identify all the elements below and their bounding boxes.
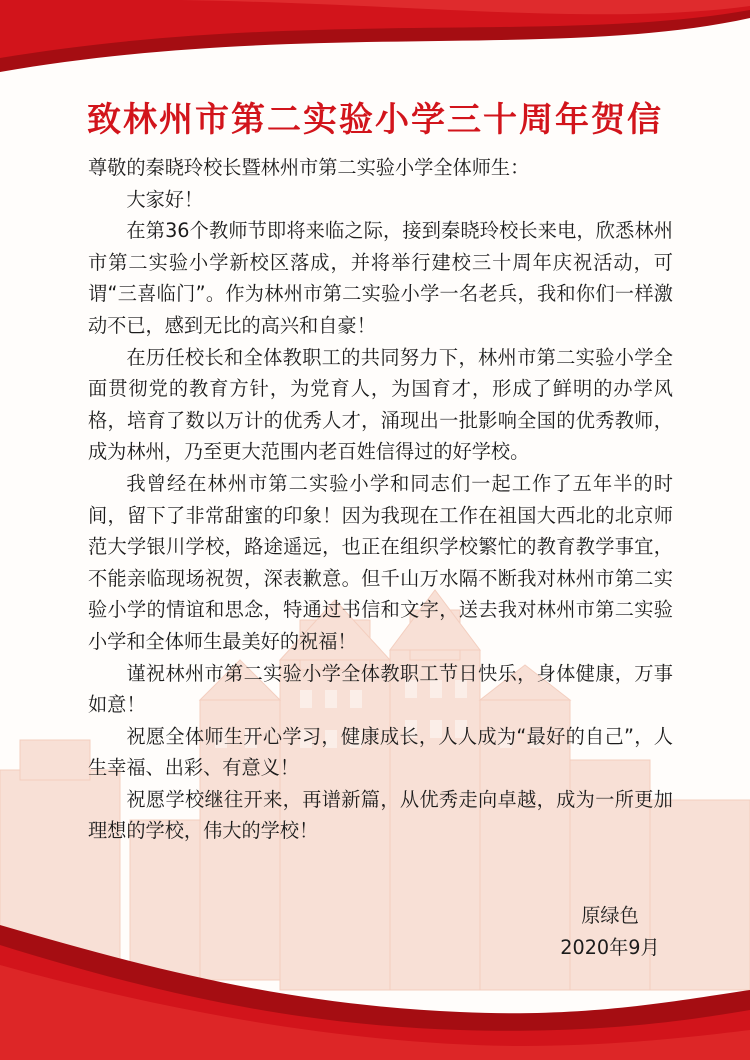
signature-date: 2020年9月	[560, 935, 660, 959]
top-ribbon	[0, 0, 750, 72]
paragraph-greeting: 大家好！	[126, 187, 204, 211]
letter-body	[88, 152, 673, 847]
paragraph-2: 在历任校长和全体教职工的共同努力下，林州市第二实验小学全面贯彻党的教育方针，为党育人，为国育才，形成了鲜明的办学风格，培育了数以万计的优秀人才，涌现出一批影响全国的优秀教师，成为林州，乃至更大范围内老百姓信得过的好学校。	[88, 345, 673, 464]
signature-name: 原绿色	[581, 904, 639, 927]
salutation: 尊敬的秦晓玲校长暨林州市第二实验小学全体师生：	[88, 156, 530, 179]
letter-title: 致林州市第二实验小学三十周年贺信	[87, 100, 663, 140]
signature-block	[540, 900, 680, 963]
paragraph-5: 祝愿全体师生开心学习，健康成长，人人成为“最好的自己”，人生幸福、出彩、有意义！	[88, 724, 673, 780]
paragraph-3: 我曾经在林州市第二实验小学和同志们一起工作了五年半的时间，留下了非常甜蜜的印象！因为我现在工作在祖国大西北的北京师范大学银川学校，路途遥远，也正在组织学校繁忙的教育教学事宜，不能亲临现场祝贺，深表歉意。但千山万水隔不断我对林州市第二实验小学的情谊和思念，特通过书信和文字，送去我对林州市第二实验小学和全体师生最美好的祝福！	[88, 471, 673, 653]
paragraph-1: 在第36个教师节即将来临之际，接到秦晓玲校长来电，欣悉林州市第二实验小学新校区落成，并将举行建校三十周年庆祝活动，可谓“三喜临门”。作为林州市第二实验小学一名老兵，我和你们一样激动不已，感到无比的高兴和自豪！	[88, 219, 673, 337]
paragraph-4: 谨祝林州市第二实验小学全体教职工节日快乐，身体健康，万事如意！	[88, 661, 673, 717]
paragraph-6: 祝愿学校继往开来，再谱新篇，从优秀走向卓越，成为一所更加理想的学校，伟大的学校！	[88, 787, 673, 843]
